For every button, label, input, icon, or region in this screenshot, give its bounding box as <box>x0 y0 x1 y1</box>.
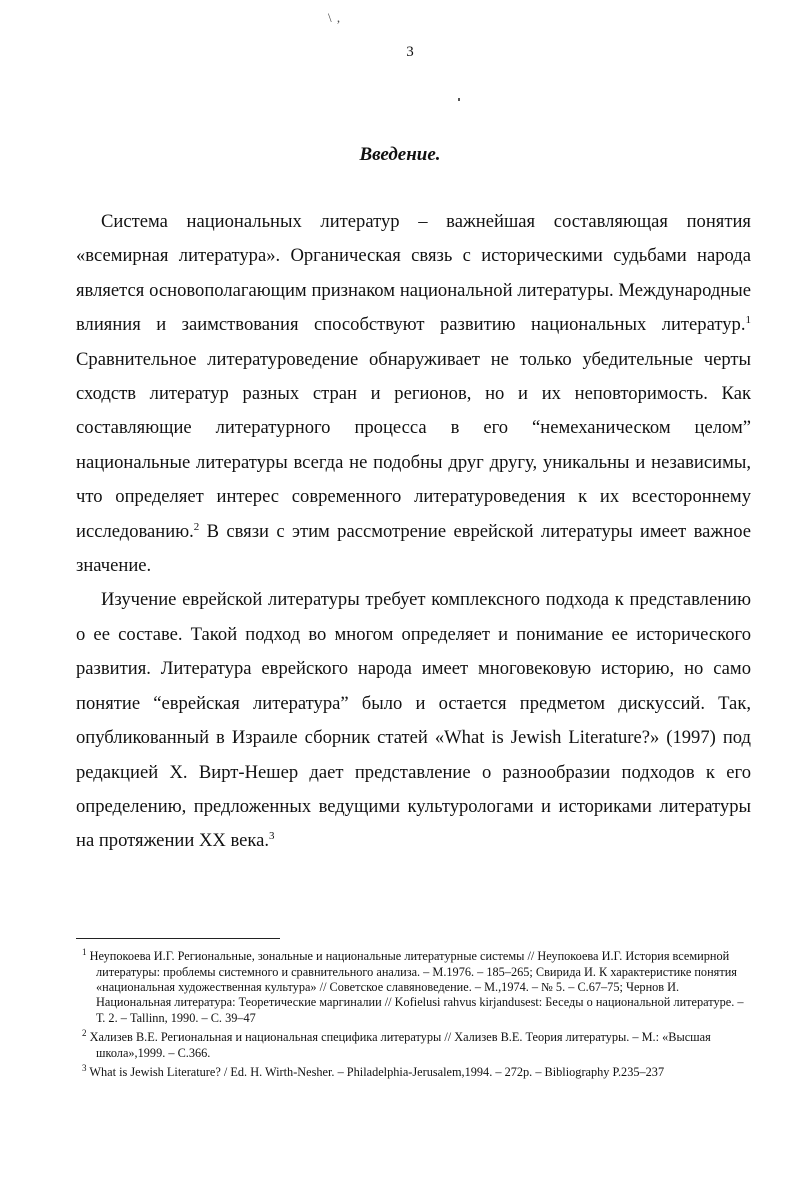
paragraph-text: Изучение еврейской литературы требует комплексного подхода к представлению о ее составе. Такой подход во многом определяет и понимание ее исторического развития. Литература еврейского народа имеет многовековую историю, но само понятие “еврейская литература” было и остается предметом дискуссий. Так, опубликованный в Израиле сборник статей «What is Jewish Literature?» (1997) под редакцией Х. Вирт-Нешер дает представление о разнообразии подходов к его определению, предложенных ведущими культурологами и историками литературы на протяжении XX века. <box>76 589 751 852</box>
paragraph-text: Система национальных литератур – важнейшая составляющая понятия «всемирная литература». Органическая связь с историческими судьбами народа является основополагающим признаком национальной литературы. Международные влияния и заимствования способствуют развитию национальных литератур. <box>76 211 751 336</box>
footnote-number: 3 <box>82 1063 87 1074</box>
footnote-ref-2[interactable]: 2 <box>193 520 200 533</box>
paragraph-text: Сравнительное литературоведение обнаруживает не только убедительные черты сходств литератур разных стран и регионов, но и их неповторимость. Как составляющие литературного процесса в его “немеханическом целом” национальные литературы всегда не подобны друг другу, уникальны и независимы, что определяет интерес современного литературоведения к их всестороннему исследованию. <box>76 348 751 542</box>
footnote-2 <box>76 1026 751 1061</box>
footnote-text: Хализев В.Е. Региональная и национальная специфика литературы // Хализев В.Е. Теория литературы. – М.: «Высшая школа»,1999. – С.366. <box>89 1030 711 1060</box>
scan-speck <box>458 98 460 101</box>
footnotes <box>76 938 751 1081</box>
page-number: 3 <box>406 44 414 60</box>
footnote-text: Неупокоева И.Г. Региональные, зональные и национальные литературные системы // Неупокоева И.Г. История всемирной литературы: проблемы системного и сравнительного анализа. – М.1976. – 185–265; Свирида И. К характеристике понятия «национальная художественная культура» // Советское славяноведение. – М.,1974. – № 5. – С.67–75; Чернов И. Национальная литература: Теоретические маргиналии // Kofielusi rahvus kirjandusest: Беседы о национальной литературе. – Т. 2. – Tallinn, 1990. – С. 39–47 <box>89 949 744 1025</box>
footnote-3 <box>76 1061 751 1081</box>
footnote-ref-3[interactable]: 3 <box>269 830 275 843</box>
page-title: Введение. <box>359 144 441 165</box>
body-text <box>76 205 751 859</box>
footnote-text: What is Jewish Literature? / Ed. H. Wirth-Nesher. – Philadelphia-Jerusalem,1994. – 272p. – Bibliography P.235–237 <box>89 1065 665 1080</box>
footnote-number: 2 <box>82 1028 87 1039</box>
paragraph-1 <box>76 205 751 583</box>
paragraph-text: В связи с этим рассмотрение еврейской литературы имеет важное значение. <box>76 520 751 577</box>
footnote-number: 1 <box>82 947 87 957</box>
footnote-ref-1[interactable]: 1 <box>745 314 751 327</box>
scan-marks: \ , <box>328 10 342 25</box>
footnote-1 <box>76 945 751 1026</box>
paragraph-2 <box>76 583 751 858</box>
footnote-divider <box>76 938 280 939</box>
